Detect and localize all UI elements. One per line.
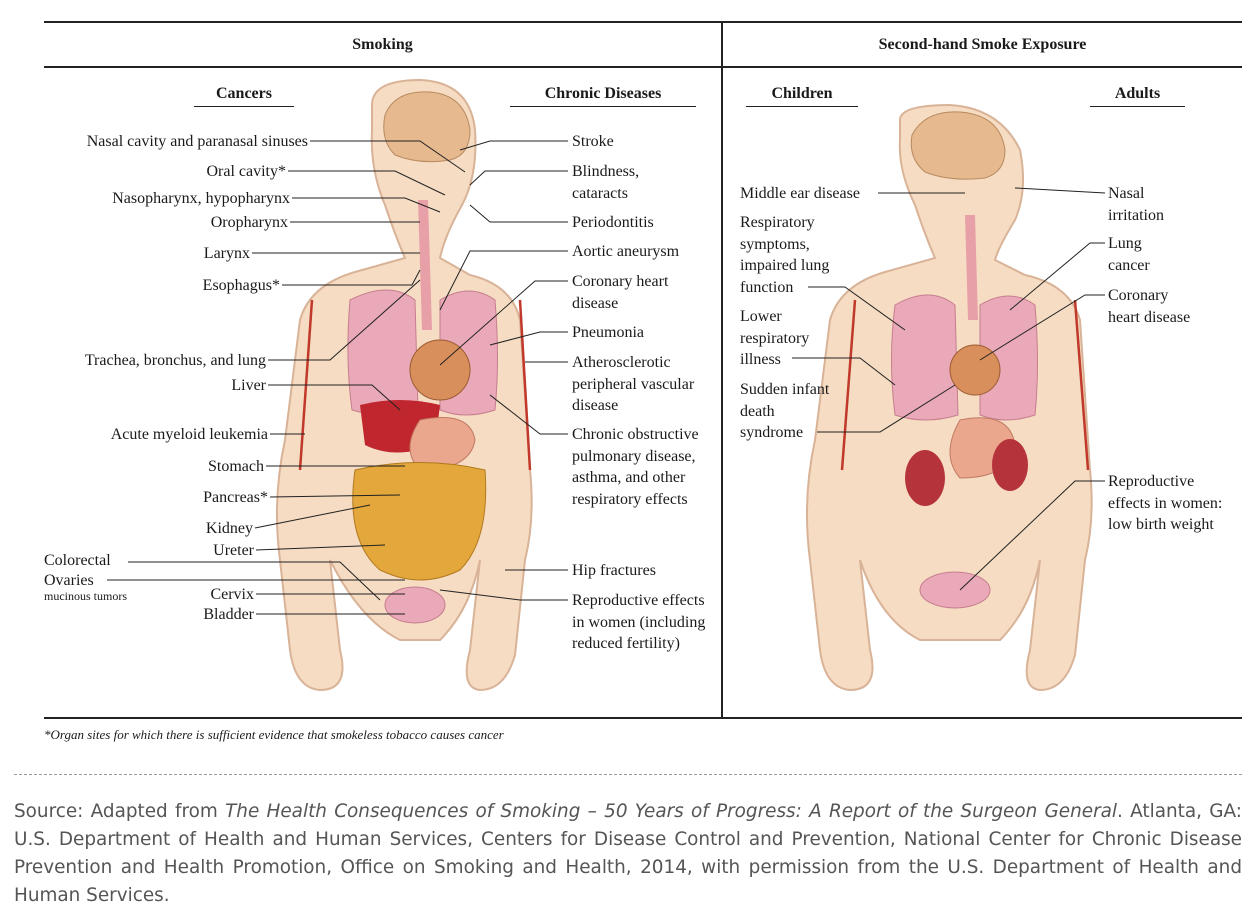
cancer-label: Stomach	[208, 458, 264, 475]
cancer-label: Kidney	[205, 520, 253, 537]
chronic-label: Hip fractures	[572, 562, 656, 579]
source-citation	[14, 798, 1242, 910]
left-lung	[348, 290, 418, 415]
cancer-label: Liver	[231, 377, 266, 394]
chronic-label: Stroke	[572, 133, 614, 150]
cancer-label: Cervix	[210, 586, 254, 603]
header-rule	[44, 66, 1242, 68]
cancers-heading: Cancers	[194, 85, 294, 107]
bottom-rule	[44, 717, 1242, 719]
source-prefix: Source: Adapted from	[14, 801, 226, 822]
cancer-label: Acute myeloid leukemia	[110, 426, 268, 443]
cancer-label: Oropharynx	[210, 214, 288, 231]
cancer-label: Nasal cavity and paranasal sinuses	[86, 133, 308, 150]
adults-label: Nasal irritation	[1108, 185, 1164, 224]
chronic-label: Coronary heart disease	[572, 273, 669, 312]
cancer-label: Ureter	[213, 542, 254, 559]
source-title: The Health Consequences of Smoking – 50 Years of Progress: A Report of the Surgeon General	[225, 801, 1118, 822]
chronic-label: Atherosclerotic peripheral vascular disease	[572, 354, 695, 414]
cancer-label: Ovaries	[44, 572, 94, 589]
cancer-label: Pancreas*	[203, 489, 268, 506]
children-label: Middle ear disease	[740, 185, 860, 202]
brain	[384, 92, 470, 162]
smoking-title: Smoking	[352, 36, 413, 53]
adults-label: Lung cancer	[1108, 235, 1150, 274]
chronic-label: Periodontitis	[572, 214, 654, 231]
kidney	[992, 439, 1028, 491]
separator	[14, 774, 1242, 775]
cancer-label: Bladder	[203, 606, 254, 623]
kidney	[905, 450, 945, 506]
reproductive-organs	[385, 587, 445, 623]
panel-divider	[721, 21, 723, 719]
footnote: *Organ sites for which there is sufficient evidence that smokeless tobacco causes cancer	[44, 727, 504, 742]
chronic-label: Reproductive effects in women (including reduced fertility)	[572, 592, 706, 652]
secondhand-title: Second-hand Smoke Exposure	[878, 36, 1087, 53]
children-label: Lower respiratory illness	[740, 308, 810, 368]
adults-heading: Adults	[1090, 85, 1185, 107]
cancer-label: Nasopharynx, hypopharynx	[112, 190, 290, 207]
cancer-label: Colorectal	[44, 552, 111, 569]
cancer-label: Esophagus*	[202, 277, 280, 294]
chronic-label: Pneumonia	[572, 324, 644, 341]
children-heading: Children	[746, 85, 858, 107]
top-rule	[44, 21, 1242, 23]
cancer-label: Larynx	[203, 245, 250, 262]
reproductive-organs	[920, 572, 990, 608]
children-label: Sudden infant death syndrome	[740, 381, 830, 441]
source-suffix: . Atlanta, GA: U.S. Department of Health and Human Services, Centers for Disease Control and Prevention, National Center for Chronic Disease Prevention and Health Promotion, Office on Smoking and Health, 2014, with permission from the U.S. Department of Health and Human Services.	[14, 801, 1242, 906]
chronic-label: Chronic obstructive pulmonary disease, asthma, and other respiratory effects	[572, 426, 699, 508]
ovaries-note: mucinous tumors	[44, 589, 127, 603]
intestines	[353, 463, 486, 581]
adults-label: Coronary heart disease	[1108, 287, 1191, 326]
children-label: Respiratory symptoms, impaired lung function	[740, 214, 830, 296]
heart	[410, 340, 470, 400]
cancer-label: Oral cavity*	[206, 163, 286, 180]
chronic-diseases-heading: Chronic Diseases	[510, 85, 696, 107]
cancer-label: Trachea, bronchus, and lung	[84, 352, 266, 369]
left-lung	[892, 295, 959, 420]
adults-label: Reproductive effects in women: low birth weight	[1108, 473, 1223, 533]
chronic-label: Blindness, cataracts	[572, 163, 640, 202]
chronic-label: Aortic aneurysm	[572, 243, 680, 260]
